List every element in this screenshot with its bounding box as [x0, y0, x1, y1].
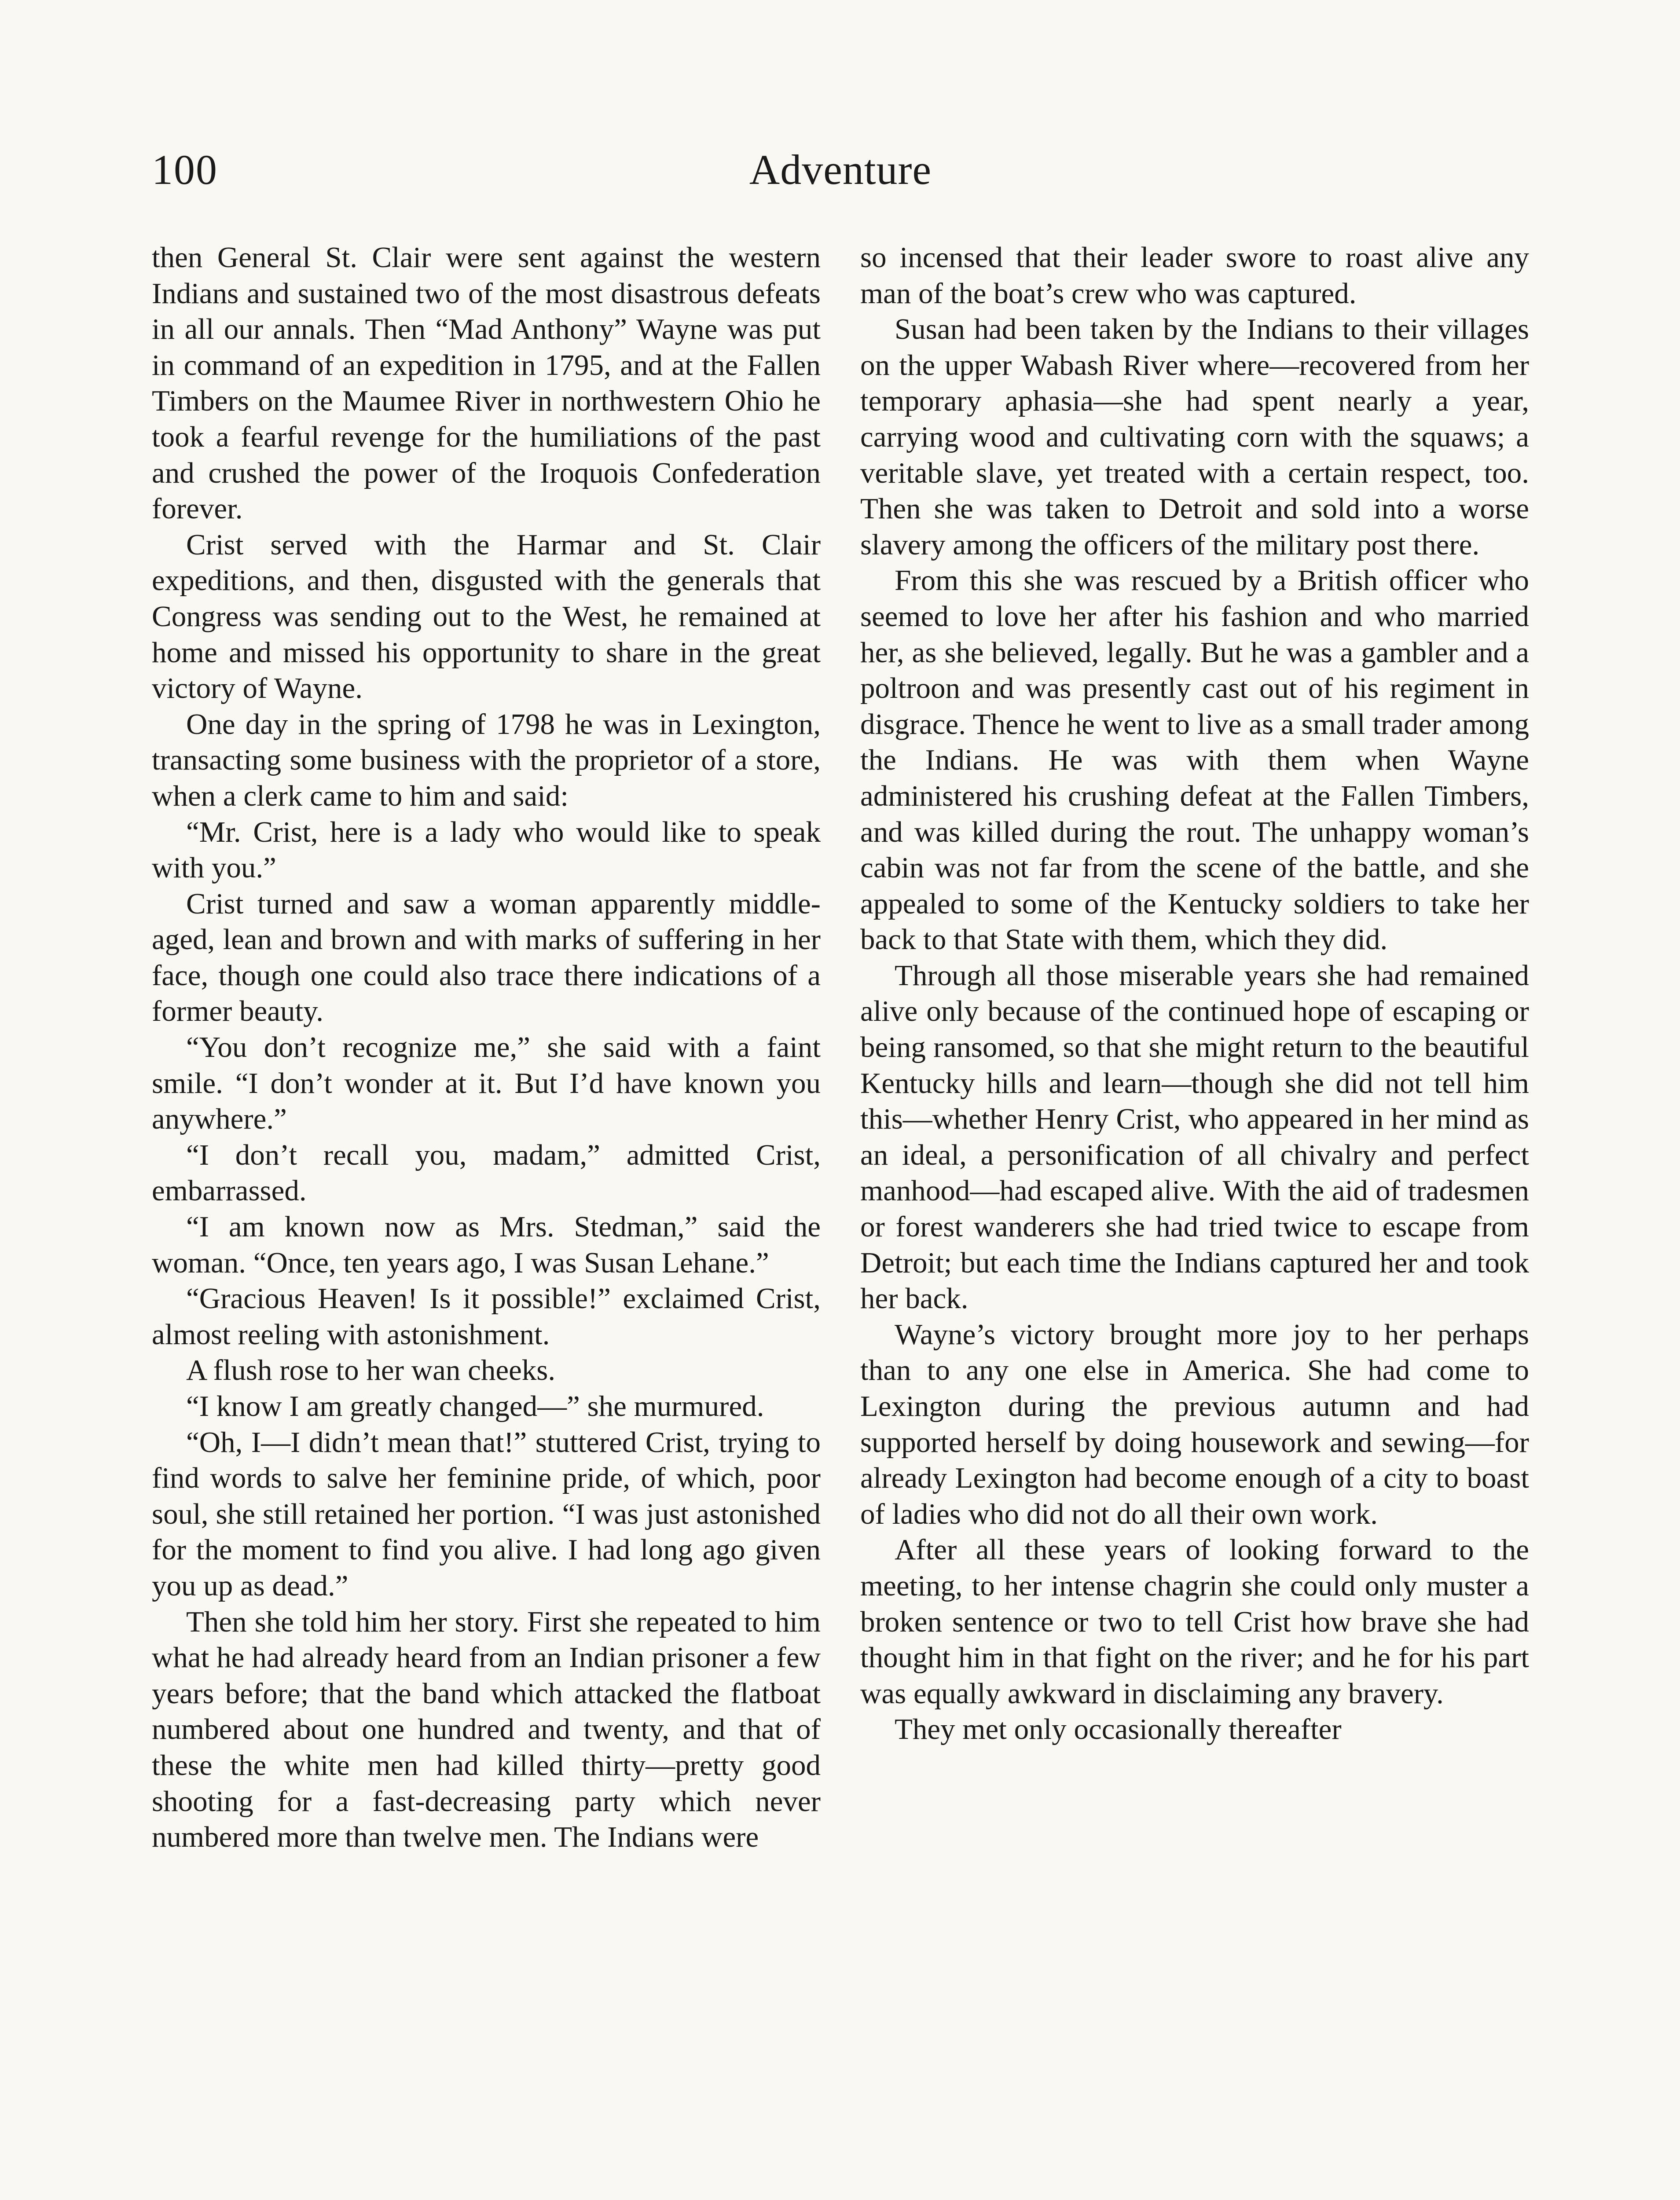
paragraph: Crist turned and saw a woman apparently middle-aged, lean and brown and with marks of suffering in her face, though one could also trace there indications of a former beauty.	[152, 887, 821, 1028]
paragraph: “I am known now as Mrs. Stedman,” said the woman. “Once, ten years ago, I was Susan Lehane.”	[152, 1210, 821, 1279]
page-header	[152, 145, 1529, 211]
paragraph: so incensed that their leader swore to roast alive any man of the boat’s crew who was captured.	[860, 241, 1529, 310]
page-number: 100	[152, 146, 218, 193]
running-title: Adventure	[749, 146, 932, 193]
paragraph: then General St. Clair were sent against the western Indians and sustained two of the most disastrous defeats in all our annals. Then “Mad Anthony” Wayne was put in command of an expedition in 1795, and at the Fallen Timbers on the Maumee River in northwestern Ohio he took a fearful revenge for the humiliations of the past and crushed the power of the Iroquois Confederation forever.	[152, 241, 821, 525]
paragraph: Susan had been taken by the Indians to their villages on the upper Wabash River where—recovered from her temporary aphasia—she had spent nearly a year, carrying wood and cultivating corn with the squaws; a veritable slave, yet treated with a certain respect, too. Then she was taken to Detroit and sold into a worse slavery among the officers of the military post there.	[860, 313, 1529, 561]
paragraph: “Oh, I—I didn’t mean that!” stuttered Crist, trying to find words to salve her feminine pride, of which, poor soul, she still retained her portion. “I was just astonished for the moment to find you alive. I had long ago given you up as dead.”	[152, 1426, 821, 1602]
paragraph: They met only occasionally thereafter	[895, 1713, 1342, 1746]
paragraph: “Mr. Crist, here is a lady who would like to speak with you.”	[152, 815, 821, 884]
paragraph: One day in the spring of 1798 he was in Lexington, transacting some business with the proprietor of a store, when a clerk came to him and said:	[152, 708, 821, 812]
left-column	[152, 240, 821, 2200]
paragraph: “Gracious Heaven! Is it possible!” exclaimed Crist, almost reeling with astonishment.	[152, 1282, 821, 1351]
paragraph: Wayne’s victory brought more joy to her perhaps than to any one else in America. She had come to Lexington during the previous autumn and had supported herself by doing housework and sewing—for already Lexington had become enough of a city to boast of ladies who did not do all their own work.	[860, 1318, 1529, 1530]
right-column	[860, 240, 1529, 2200]
paragraph: “You don’t recognize me,” she said with a faint smile. “I don’t wonder at it. But I’d have known you anywhere.”	[152, 1031, 821, 1136]
paragraph: Crist served with the Harmar and St. Clair expeditions, and then, disgusted with the generals that Congress was sending out to the West, he remained at home and missed his opportunity to share in the great victory of Wayne.	[152, 528, 821, 705]
paragraph: “I don’t recall you, madam,” admitted Crist, embarrassed.	[152, 1138, 821, 1207]
paragraph: Then she told him her story. First she repeated to him what he had already heard from an Indian prisoner a few years before; that the band which attacked the flatboat numbered about one hundred and twenty, and that of these the white men had killed thirty—pretty good shooting for a fast-decreasing party which never numbered more than twelve men. The Indians were	[152, 1605, 821, 1854]
paragraph: From this she was rescued by a British officer who seemed to love her after his fashion and who married her, as she believed, legally. But he was a gambler and a poltroon and was presently cast out of his regiment in disgrace. Thence he went to live as a small trader among the Indians. He was with them when Wayne administered his crushing defeat at the Fallen Timbers, and was killed during the rout. The unhappy woman’s cabin was not far from the scene of the battle, and she appealed to some of the Kentucky soldiers to take her back to that State with them, which they did.	[860, 564, 1529, 956]
paragraph: A flush rose to her wan cheeks.	[186, 1354, 556, 1387]
paragraph: “I know I am greatly changed—” she murmured.	[186, 1390, 764, 1423]
paragraph: After all these years of looking forward to the meeting, to her intense chagrin she could only muster a broken sentence or two to tell Crist how brave she had thought him in that fight on the river; and he for his part was equally awkward in disclaiming any bravery.	[860, 1533, 1529, 1710]
paragraph: Through all those miserable years she had remained alive only because of the continued hope of escaping or being ransomed, so that she might return to the beautiful Kentucky hills and learn—though she did not tell him this—whether Henry Crist, who appeared in her mind as an ideal, a personification of all chivalry and perfect manhood—had escaped alive. With the aid of tradesmen or forest wanderers she had tried twice to escape from Detroit; but each time the Indians captured her and took her back.	[860, 959, 1529, 1315]
